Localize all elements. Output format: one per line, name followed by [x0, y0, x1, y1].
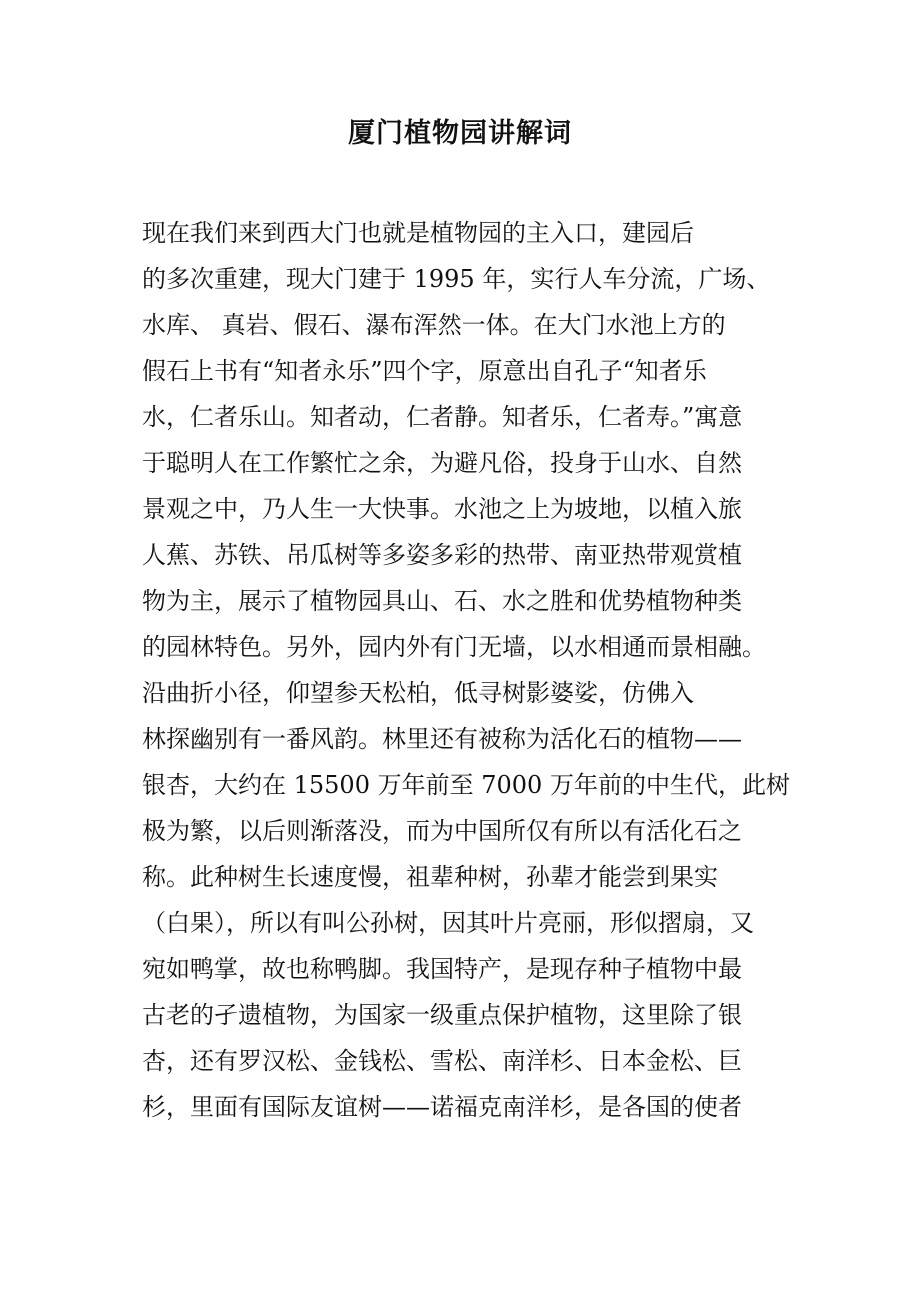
body-text-line: 假石上书有“知者永乐”四个字，原意出自孔子“知者乐 — [142, 357, 707, 385]
body-text-line: 宛如鸭掌，故也称鸭脚。我国特产，是现存种子植物中最 — [142, 955, 742, 983]
body-text-line: 水库、 真岩、假石、瀑布浑然一体。在大门水池上方的 — [142, 311, 726, 339]
body-text-line: 杉，里面有国际友谊树——诺福克南洋杉，是各国的使者 — [142, 1093, 742, 1121]
body-text-line: 于聪明人在工作繁忙之余，为避凡俗，投身于山水、自然 — [142, 449, 742, 477]
body-text-line: 的多次重建，现大门建于 1995 年，实行人车分流，广场、 — [142, 265, 771, 293]
body-text-line: 景观之中，乃人生一大快事。水池之上为坡地，以植入旅 — [142, 495, 742, 523]
body-text-line: 称。此种树生长速度慢，祖辈种树，孙辈才能尝到果实 — [142, 863, 718, 891]
body-text-line: 的园林特色。另外，园内外有门无墙，以水相通而景相融。 — [142, 633, 766, 661]
body-text-line: 杏，还有罗汉松、金钱松、雪松、南洋杉、日本金松、巨 — [142, 1047, 742, 1075]
body-text-line: 古老的孑遗植物，为国家一级重点保护植物，这里除了银 — [142, 1001, 742, 1029]
body-text-line: 林探幽别有一番风韵。林里还有被称为活化石的植物—— — [142, 725, 742, 753]
body-text-line: 银杏，大约在 15500 万年前至 7000 万年前的中生代，此树 — [142, 771, 790, 799]
document-title: 厦门植物园讲解词 — [348, 118, 572, 149]
body-text-line: 物为主，展示了植物园具山、石、水之胜和优势植物种类 — [142, 587, 742, 615]
body-text-line: 水，仁者乐山。知者动，仁者静。知者乐，仁者寿。”寓意 — [142, 403, 743, 431]
body-text-line: 现在我们来到西大门也就是植物园的主入口，建园后 — [142, 219, 694, 247]
body-text-line: 极为繁，以后则渐落没，而为中国所仅有所以有活化石之 — [142, 817, 742, 845]
body-text-line: （白果），所以有叫公孙树，因其叶片亮丽，形似摺扇，又 — [142, 909, 754, 937]
body-text-line: 人蕉、苏铁、吊瓜树等多姿多彩的热带、南亚热带观赏植 — [142, 541, 742, 569]
body-text-line: 沿曲折小径，仰望参天松柏，低寻树影婆娑，仿佛入 — [142, 679, 694, 707]
